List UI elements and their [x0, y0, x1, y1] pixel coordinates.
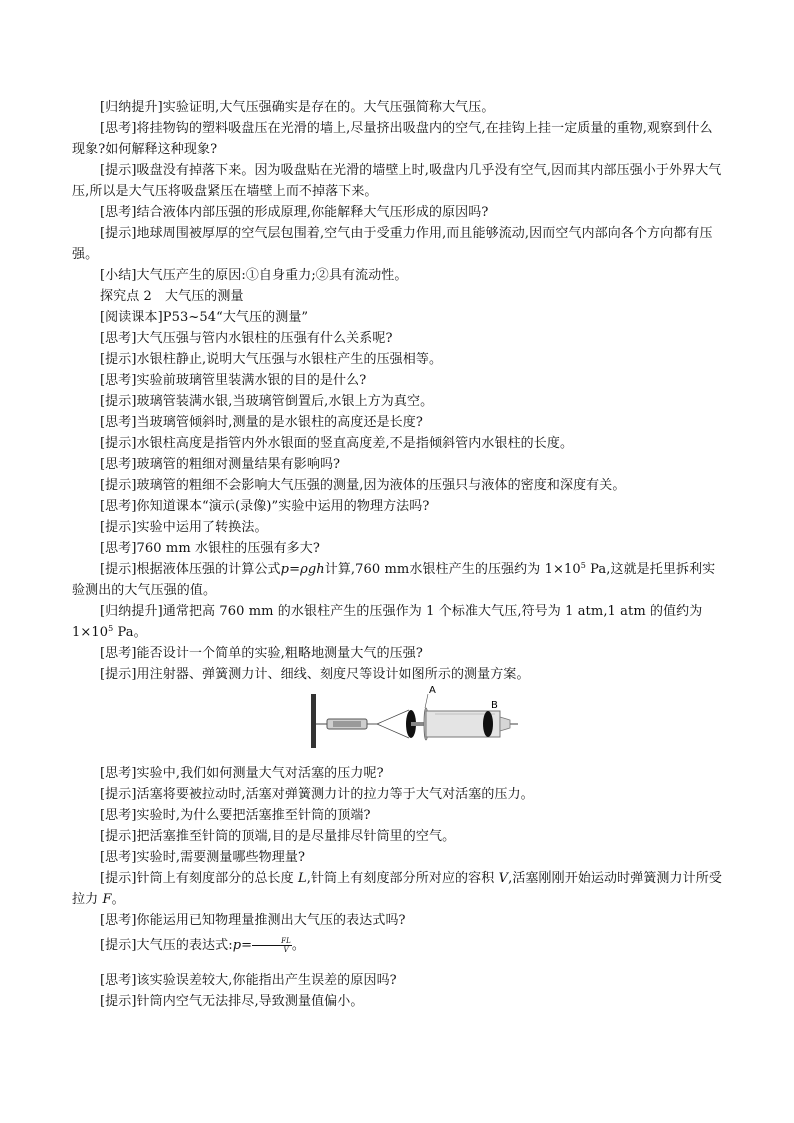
formula-p: p= — [232, 938, 253, 953]
hint-tube-thickness: [提示]玻璃管的粗细不会影响大气压强的测量,因为液体的压强只与液体的密度和深度有关。 — [100, 478, 626, 493]
exponent: 5 — [580, 561, 586, 570]
hint-suction-cup: [提示]吸盘没有掉落下来。因为吸盘贴在光滑的墙壁上时,吸盘内几乎没有空气,因而其内部压强小于外界大气压,所以是大气压将吸盘紧压在墙壁上而不掉落下来。 — [72, 163, 722, 199]
hint-quantities-d: 。 — [111, 892, 125, 907]
think-760mm: [思考]760 mm 水银柱的压强有多大? — [100, 541, 320, 556]
var-F: F — [102, 892, 112, 907]
reading-note: [阅读课本]P53~54“大气压的测量” — [100, 310, 309, 325]
summary-atmospheric-pressure: [归纳提升]实验证明,大气压强确实是存在的。大气压强简称大气压。 — [100, 100, 495, 115]
hint-relation: [提示]水银柱静止,说明大气压强与水银柱产生的压强相等。 — [100, 352, 443, 367]
var-V: V — [498, 871, 509, 886]
fraction-numerator: FL — [252, 937, 292, 946]
think-error: [思考]该实验误差较大,你能指出产生误差的原因吗? — [100, 973, 397, 988]
think-relation: [思考]大气压强与管内水银柱的压强有什么关系呢? — [100, 331, 393, 346]
think-push-piston: [思考]实验时,为什么要把活塞推至针筒的顶端? — [100, 808, 371, 823]
hint-expression-end: 。 — [291, 938, 305, 953]
hint-push-piston: [提示]把活塞推至针筒的顶端,目的是尽量排尽针筒里的空气。 — [100, 829, 456, 844]
hint-method: [提示]实验中运用了转换法。 — [100, 520, 268, 535]
hint-quantities — [72, 868, 724, 910]
hint-expression-a: [提示]大气压的表达式: — [100, 938, 233, 953]
think-tilted-tube: [思考]当玻璃管倾斜时,测量的是水银柱的高度还是长度? — [100, 415, 423, 430]
hint-torricelli-b: 计算,760 mm水银柱产生的压强约为 1×10 — [324, 562, 581, 577]
think-method: [思考]你知道课本“演示(录像)”实验中运用的物理方法吗? — [100, 499, 430, 514]
hint-design: [提示]用注射器、弹簧测力计、细线、刻度尺等设计如图所示的测量方案。 — [100, 667, 530, 682]
exponent: 5 — [108, 624, 114, 633]
spring-scale-inner — [333, 721, 361, 727]
syringe-experiment-figure — [305, 684, 525, 754]
hint-tilted-tube: [提示]水银柱高度是指管内外水银面的竖直高度差,不是指倾斜管内水银柱的长度。 — [100, 436, 574, 451]
think-force: [思考]实验中,我们如何测量大气对活塞的压力呢? — [100, 766, 384, 781]
label-b: B — [491, 700, 498, 711]
string-top — [377, 710, 409, 724]
pointer-a — [425, 694, 428, 708]
string-bottom — [377, 724, 409, 738]
hint-fill-mercury: [提示]玻璃管装满水银,当玻璃管倒置后,水银上方为真空。 — [100, 394, 434, 409]
fraction-fl-v — [252, 937, 292, 954]
var-L: L — [297, 871, 307, 886]
hint-quantities-b: ,针筒上有刻度部分所对应的容积 — [306, 871, 499, 886]
think-origin: [思考]结合液体内部压强的形成原理,你能解释大气压形成的原因吗? — [100, 205, 489, 220]
syringe-tip — [500, 717, 510, 731]
piston — [483, 711, 493, 737]
hint-torricelli-a: [提示]根据液体压强的计算公式 — [100, 562, 281, 577]
think-suction-cup: [思考]将挂物钩的塑料吸盘压在光滑的墙上,尽量挤出吸盘内的空气,在挂钩上挂一定质量的重物,观察到什么现象?如何解释这种现象? — [72, 121, 713, 157]
think-design: [思考]能否设计一个简单的实验,粗略地测量大气的压强? — [100, 646, 423, 661]
hint-torricelli — [72, 559, 724, 601]
think-quantities: [思考]实验时,需要测量哪些物理量? — [100, 850, 306, 865]
hint-torricelli-c: Pa,这就是托里拆利实验测出的大气压强的值。 — [72, 562, 716, 598]
summary-causes: [小结]大气压产生的原因:①自身重力;②具有流动性。 — [100, 268, 408, 283]
hint-origin: [提示]地球周围被厚厚的空气层包围着,空气由于受重力作用,而且能够流动,因而空气内部向各个方向都有压强。 — [72, 226, 713, 262]
hint-quantities-a: [提示]针筒上有刻度部分的总长度 — [100, 871, 298, 886]
section-heading: 探究点 2 大气压的测量 — [100, 289, 244, 304]
plunger-rod — [411, 722, 425, 726]
hint-error: [提示]针筒内空气无法排尽,导致测量值偏小。 — [100, 994, 364, 1009]
hint-force: [提示]活塞将要被拉动时,活塞对弹簧测力计的拉力等于大气对活塞的压力。 — [100, 787, 534, 802]
wall — [311, 694, 316, 748]
think-fill-mercury: [思考]实验前玻璃管里装满水银的目的是什么? — [100, 373, 367, 388]
think-tube-thickness: [思考]玻璃管的粗细对测量结果有影响吗? — [100, 457, 341, 472]
hint-expression — [72, 935, 724, 956]
hint-quantities-c: ,活塞刚刚开始运动时弹簧测力计所受拉力 — [72, 871, 722, 907]
summary-standard-atm-c: Pa。 — [113, 625, 147, 640]
summary-standard-atm — [72, 601, 724, 643]
formula-pgh: p=ρgh — [280, 562, 325, 577]
summary-standard-atm-a: [归纳提升]通常把高 760 mm 的水银柱产生的压强作为 1 个标准大气压,符号为 1 atm,1 atm 的值约为 1×10 — [72, 604, 703, 640]
think-expression: [思考]你能运用已知物理量推测出大气压的表达式吗? — [100, 913, 406, 928]
label-a: A — [429, 685, 436, 696]
fraction-denominator: V — [283, 946, 289, 954]
